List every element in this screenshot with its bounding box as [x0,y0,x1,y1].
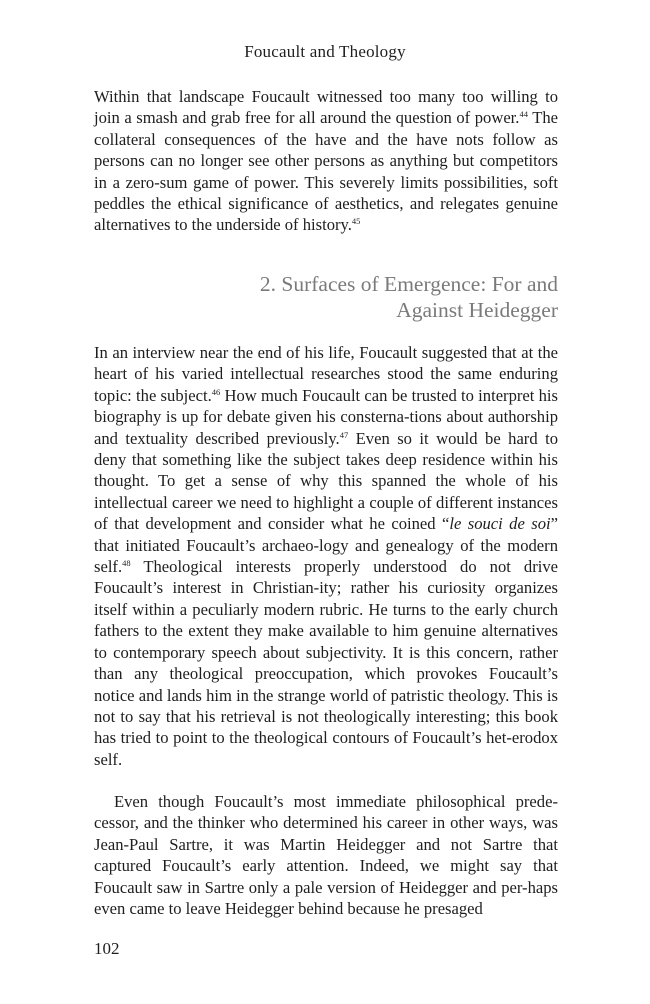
section-heading-line-2: Against Heidegger [396,298,558,322]
paragraph-text: Even though Foucault’s most immediate philosophical prede-cessor, and the thinker who determined his career in other ways, was Jean-Paul Sartre, it was Martin Heidegger and not Sartre that captured Foucault’s early attention. Indeed, we might say that Foucault saw in Sartre only a pale version of Heidegger and per-haps even came to leave Heidegger behind because he presaged [94,792,558,919]
paragraph-text: Theological interests properly understood do not drive Foucault’s interest in Christian-ity; rather his curiosity organizes itself within a peculiarly modern rubric. He turns to the early church fathers to the extent they make available to him genuine alternatives to contemporary speech about subjectivity. It is this concern, rather than any theological preoccupation, which provokes Foucault’s notice and lands him in the strange world of patristic theology. This is not to say that his retrieval is not theologically interesting; this book has tried to point to the theological contours of Foucault’s het-erodox self. [94,557,558,769]
paragraph-text: The collateral consequences of the have and the have nots follow as persons can no longer see other persons as anything but competitors in a zero-sum game of power. This severely limits possibilities, soft peddles the ethical significance of aesthetics, and relegates genuine alternatives to the underside of history. [94,108,558,235]
paragraph-sartre [94,791,558,919]
paragraph-text: How much Foucault can be trusted to interpret his biography is up for debate given his consterna-tions about authorship and textuality described previously. [94,385,558,448]
paragraph-subject [94,342,558,770]
footnote-ref-46[interactable]: 46 [211,386,221,397]
section-heading-line-1: 2. Surfaces of Emergence: For and [259,272,558,296]
italic-term: le souci de soi [449,514,551,534]
paragraph-text: ” that initiated Foucault’s archaeo-logy and genealogy of the modern self. [94,514,558,577]
paragraph-text: Even so it would be hard to deny that something like the subject takes deep residence within his thought. To get a sense of why this spanned the whole of his intellectual career we need to highlight a couple of different instances of that development and consider what he coined “ [94,428,558,534]
section-heading [94,271,558,323]
paragraph-text: Within that landscape Foucault witnessed too many too willing to join a smash and grab free for all around the question of power. [94,87,558,128]
running-head: Foucault and Theology [244,42,406,61]
footnote-ref-47[interactable]: 47 [339,429,349,440]
page-number: 102 [94,939,120,958]
footnote-ref-48[interactable]: 48 [122,558,131,569]
paragraph-landscape [94,86,558,236]
paragraph-text: In an interview near the end of his life, Foucault suggested that at the heart of his varied intellectual researches stood the same enduring topic: the subject. [94,343,558,405]
footnote-ref-44[interactable]: 44 [519,109,528,120]
footnote-ref-45[interactable]: 45 [351,216,361,227]
